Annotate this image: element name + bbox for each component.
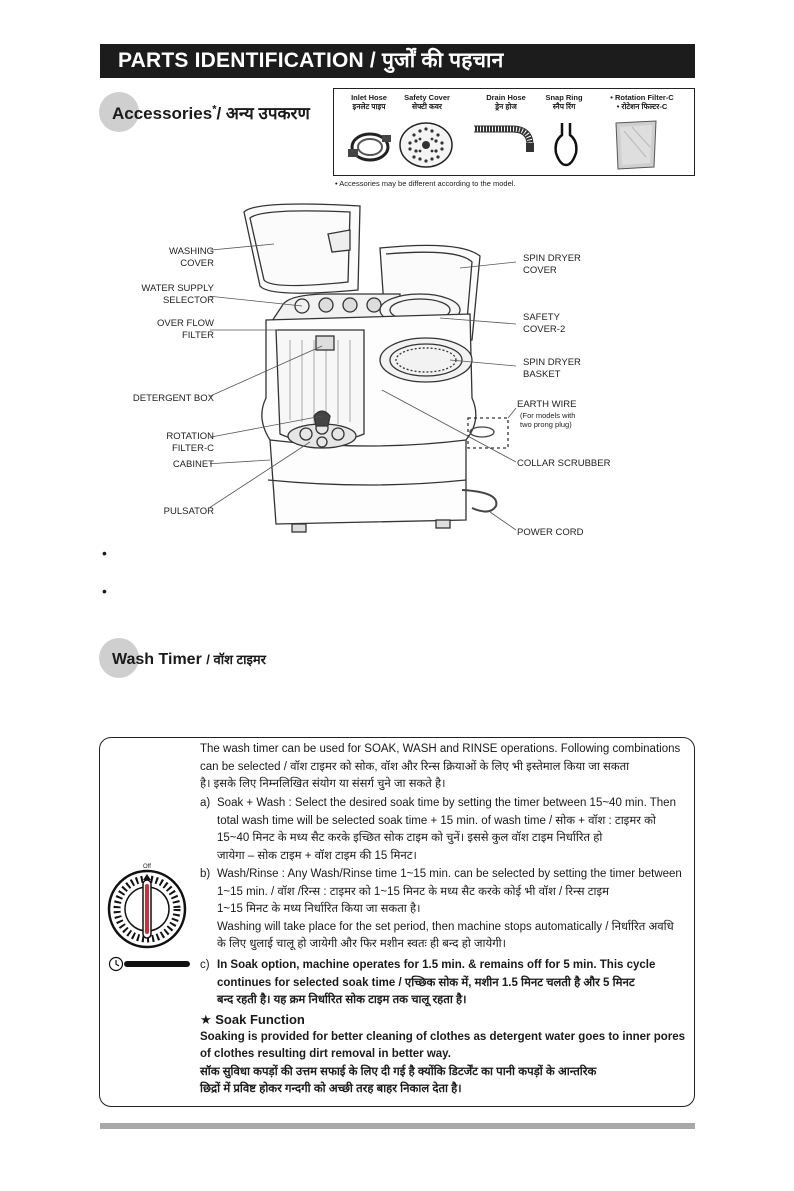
- soak-function-heading: ★ Soak Function: [200, 1012, 305, 1027]
- label-safety-cover-2: SAFETY COVER-2: [523, 312, 566, 335]
- page-title: PARTS IDENTIFICATION / पुर्जों की पहचान: [100, 44, 695, 78]
- text-line: सॉक सुविधा कपड़ों की उत्तम सफाई के लिए दी गई है क्योंकि डिटर्जेंट का पानी कपड़ों के आन्तरिक: [200, 1065, 597, 1078]
- wash-timer-title-hindi: / वॉश टाइमर: [206, 652, 266, 667]
- text-line: Soak + Wash : Select the desired soak time by setting the timer between 15~40 min. Then: [217, 797, 676, 809]
- text-line: छिद्रों में प्रविष्ट होकर गन्दगी को अच्छी तरह बाहर निकाल देता है।: [200, 1083, 462, 1095]
- clock-icon: [108, 955, 192, 973]
- accessory-snap-ring: [539, 93, 589, 111]
- text-line: Wash/Rinse : Any Wash/Rinse time 1~15 min. can be selected by setting the timer between: [217, 868, 682, 880]
- accessory-name: Snap Ring: [545, 93, 583, 102]
- label-rotation-filter-c: ROTATION FILTER-C: [166, 431, 214, 454]
- option-c: [200, 957, 688, 1010]
- label-spin-dryer-cover: SPIN DRYER COVER: [523, 253, 581, 276]
- option-b: [200, 866, 688, 954]
- safety-cover-icon: [398, 119, 454, 171]
- label-detergent-box: DETERGENT BOX: [132, 393, 214, 404]
- text-line: बन्द रहती है। यह क्रम निर्धारित सोक टाइम तक चालू रहता है।: [217, 994, 467, 1006]
- label-washing-cover: WASHING COVER: [168, 246, 214, 269]
- text-line: continues for selected soak time / एच्छिक सोक में, मशीन 1.5 मिनट चलती है और 5 मिनट: [217, 976, 635, 989]
- accessory-name: • Rotation Filter-C: [610, 93, 674, 102]
- option-marker: a): [200, 797, 211, 809]
- text-line: can be selected / वॉश टाइमर को सोक, वॉश और रिन्स क्रियाओं के लिए भी इस्तेमाल किया जा सकता: [200, 760, 630, 773]
- soak-function: [200, 1011, 688, 1099]
- accessories-title: Accessories: [112, 104, 213, 123]
- accessory-name: Inlet Hose: [351, 93, 387, 102]
- accessory-rotation-filter: [592, 93, 692, 111]
- rotation-filter-icon: [612, 117, 660, 171]
- text-line: Soaking is provided for better cleaning of clothes as detergent water goes to inner pores: [200, 1030, 686, 1043]
- timer-intro: [200, 741, 688, 794]
- label-power-cord: POWER CORD: [517, 527, 584, 538]
- label-over-flow-filter: OVER FLOW FILTER: [156, 318, 214, 341]
- option-marker: c): [200, 959, 210, 971]
- wash-timer-heading: [112, 650, 266, 669]
- accessories-title-hindi: / अन्य उपकरण: [216, 104, 310, 123]
- label-pulsator: PULSATOR: [163, 506, 214, 517]
- accessory-name-hindi: स्नैप रिंग: [552, 102, 576, 111]
- washing-machine-illustration: [210, 190, 530, 540]
- accessories-asterisk: *: [212, 103, 217, 116]
- dial-off-label: Off: [143, 864, 151, 870]
- inlet-hose-icon: [342, 119, 394, 171]
- option-marker: b): [200, 868, 211, 880]
- text-line: 1~15 min. / वॉश /रिन्स : टाइमर को 1~15 मिनट के मध्य सैट करके कोई भी वॉश / रिन्स टाइम: [217, 885, 610, 898]
- text-line: 15~40 मिनट के मध्य सैट करके इच्छित सोक टाइम को चुनें। इससे कुल वॉश टाइम निर्धारित हो: [217, 832, 603, 844]
- accessory-name-hindi: ड्रेन होज: [495, 102, 517, 111]
- label-earth-wire-note: (For models with two prong plug): [520, 411, 576, 429]
- text-line: जायेगा – सोक टाइम + वॉश टाइम की 15 मिनट।: [217, 849, 417, 862]
- footer-divider: [100, 1123, 695, 1129]
- text-line: Washing will take place for the set period, then machine stops automatically / निर्धारित अवधि: [217, 920, 674, 933]
- text-line: The wash timer can be used for SOAK, WASH and RINSE operations. Following combinations: [200, 743, 681, 755]
- accessories-heading: [112, 101, 310, 124]
- accessories-note: • Accessories may be different according to the model.: [335, 179, 516, 188]
- accessory-name: Drain Hose: [486, 93, 526, 102]
- text-line: total wash time will be selected soak time + 15 min. of wash time / सोक + वॉश : टाइमर को: [217, 814, 656, 827]
- accessory-name-hindi: इनलेट पाइप: [352, 102, 386, 111]
- label-collar-scrubber: COLLAR SCRUBBER: [517, 458, 611, 469]
- text-line: of clothes resulting dirt removal in better way.: [200, 1048, 451, 1060]
- option-a: [200, 795, 688, 865]
- bullet-point: •: [102, 583, 107, 599]
- label-spin-dryer-basket: SPIN DRYER BASKET: [523, 357, 581, 380]
- label-water-supply-selector: WATER SUPPLY SELECTOR: [141, 283, 214, 306]
- accessory-name-hindi: • रोटेशन फिल्टर-C: [616, 102, 668, 111]
- text-line: In Soak option, machine operates for 1.5 min. & remains off for 5 min. This cycle: [217, 959, 656, 971]
- label-cabinet: CABINET: [172, 459, 214, 470]
- text-line: 1~15 मिनट के मध्य निर्धारित किया जा सकता है।: [217, 903, 421, 915]
- snap-ring-icon: [552, 119, 580, 169]
- accessory-drain-hose: [471, 93, 541, 111]
- accessories-box: [333, 88, 695, 176]
- text-line: है। इसके लिए निम्नलिखित संयोग या संसर्ग चुने जा सकते है।: [200, 778, 446, 790]
- accessory-name-hindi: सेफ्टी कवर: [412, 102, 442, 111]
- accessory-name: Safety Cover: [404, 93, 450, 102]
- drain-hose-icon: [472, 119, 542, 155]
- bullet-point: •: [102, 545, 107, 561]
- text-line: के लिए धुलाई चालू हो जायेगी और फिर मशीन स्वतः ही बन्द हो जायेगी।: [217, 938, 507, 950]
- label-earth-wire: EARTH WIRE: [517, 399, 577, 410]
- timer-dial-icon[interactable]: [106, 868, 188, 954]
- accessory-inlet-hose: [340, 93, 398, 111]
- accessory-safety-cover: [398, 93, 456, 111]
- wash-timer-title: Wash Timer: [112, 651, 202, 668]
